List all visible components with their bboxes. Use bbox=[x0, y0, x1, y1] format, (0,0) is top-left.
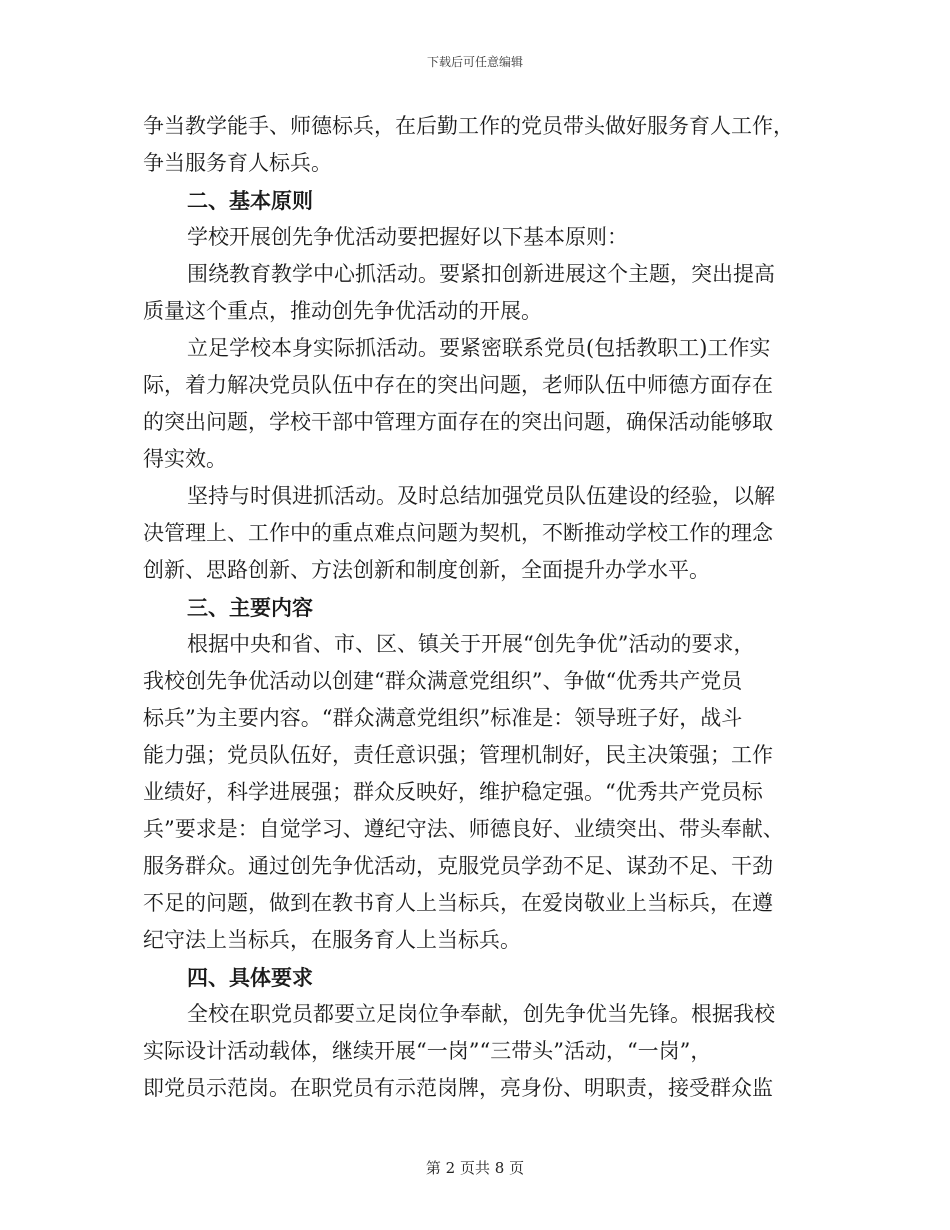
page-footer: 第 2 页共 8 页 bbox=[425, 1159, 525, 1177]
text-line: 质量这个重点，推动创先争优活动的开展。 bbox=[143, 299, 542, 323]
text-line: 围绕教育教学中心抓活动。要紧扣创新进展这个主题，突出提高 bbox=[187, 262, 775, 286]
text-line: 争当服务育人标兵。 bbox=[143, 151, 332, 175]
text-line: 服务群众。通过创先争优活动，克服党员学劲不足、谋劲不足、干劲 bbox=[143, 854, 773, 878]
text-line: 立足学校本身实际抓活动。要紧密联系党员(包括教职工)工作实 bbox=[187, 336, 771, 360]
text-line: 标兵”为主要内容。“群众满意党组织”标准是：领导班子好，战斗 bbox=[143, 706, 743, 730]
section-heading: 二、基本原则 bbox=[187, 188, 313, 213]
text-line: 根据中央和省、市、区、镇关于开展“创先争优”活动的要求， bbox=[187, 632, 755, 656]
text-line: 全校在职党员都要立足岗位争奉献，创先争优当先锋。根据我校 bbox=[187, 1002, 775, 1026]
text-line: 不足的问题，做到在教书育人上当标兵，在爱岗敬业上当标兵，在遵 bbox=[143, 891, 773, 915]
text-line: 纪守法上当标兵，在服务育人上当标兵。 bbox=[143, 928, 521, 952]
text-line: 业绩好，科学进展强；群众反映好，维护稳定强。“优秀共产党员标 bbox=[143, 780, 763, 804]
section-heading: 三、主要内容 bbox=[187, 595, 313, 620]
page-header: 下载后可任意编辑 bbox=[426, 55, 523, 69]
text-line: 际，着力解决党员队伍中存在的突出问题，老师队伍中师德方面存在 bbox=[143, 373, 773, 397]
text-line: 决管理上、工作中的重点难点问题为契机，不断推动学校工作的理念 bbox=[143, 521, 773, 545]
text-line: 能力强；党员队伍好，责任意识强；管理机制好，民主决策强；工作 bbox=[143, 743, 773, 767]
text-line: 我校创先争优活动以创建“群众满意党组织”、争做“优秀共产党员 bbox=[143, 669, 743, 693]
text-line: 兵”要求是：自觉学习、遵纪守法、师德良好、业绩突出、带头奉献、 bbox=[143, 817, 784, 841]
text-line: 坚持与时俱进抓活动。及时总结加强党员队伍建设的经验，以解 bbox=[187, 484, 775, 508]
text-line: 创新、思路创新、方法创新和制度创新，全面提升办学水平。 bbox=[143, 558, 710, 582]
document-body bbox=[143, 108, 803, 1107]
text-line: 得实效。 bbox=[143, 447, 227, 471]
text-line: 即党员示范岗。在职党员有示范岗牌，亮身份、明职责，接受群众监 bbox=[143, 1076, 773, 1100]
text-line: 实际设计活动载体，继续开展“一岗”“三带头”活动，“一岗”， bbox=[143, 1039, 712, 1063]
text-line: 学校开展创先争优活动要把握好以下基本原则： bbox=[187, 225, 628, 249]
text-line: 争当教学能手、师德标兵，在后勤工作的党员带头做好服务育人工作， bbox=[143, 114, 794, 138]
text-line: 的突出问题，学校干部中管理方面存在的突出问题，确保活动能够取 bbox=[143, 410, 773, 434]
section-heading: 四、具体要求 bbox=[187, 965, 313, 990]
